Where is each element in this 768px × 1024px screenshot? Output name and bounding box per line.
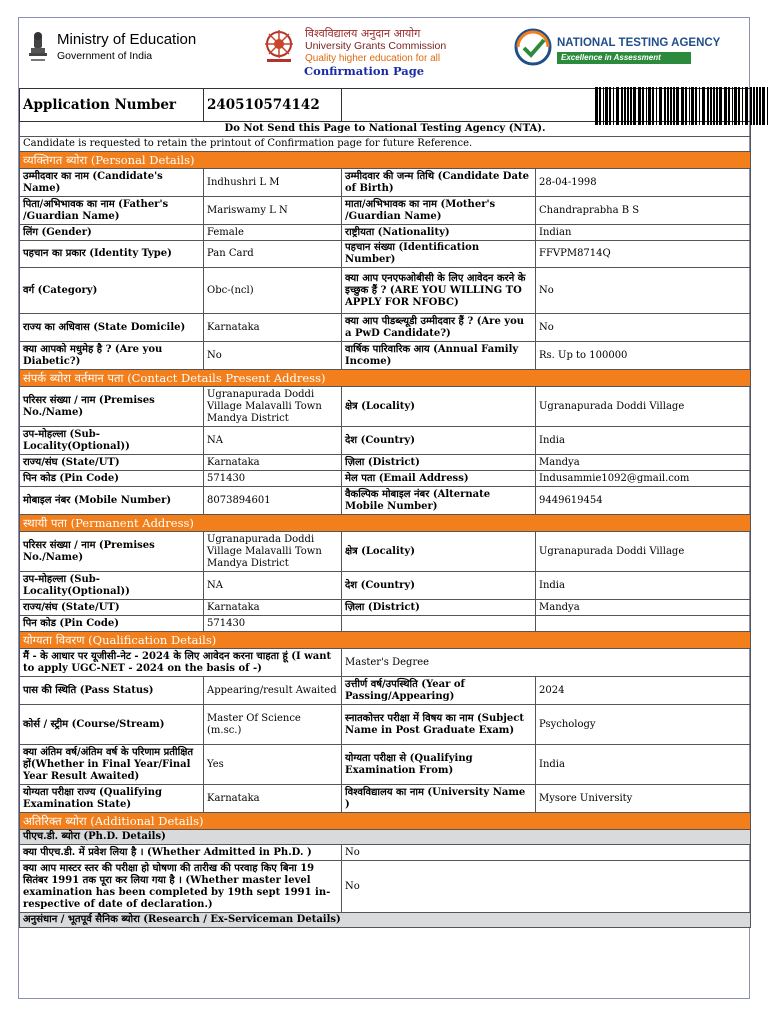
page-header xyxy=(19,18,749,88)
qualification-details-header xyxy=(20,632,751,649)
field-value: Yes xyxy=(204,745,342,785)
barcode-bar xyxy=(710,87,712,125)
confirmation-title: Confirmation Page xyxy=(304,64,425,78)
table-row xyxy=(20,225,751,241)
ugc-emblem-icon xyxy=(259,28,299,64)
barcode-bar xyxy=(670,87,672,125)
barcode-bar xyxy=(652,87,654,125)
barcode-bar xyxy=(646,87,647,125)
field-value: NA xyxy=(204,427,342,455)
barcode-bar xyxy=(681,87,684,125)
barcode-bar xyxy=(605,87,608,125)
field-label: उम्मीदवार की जन्म तिथि (Candidate Date of Birth) xyxy=(342,169,536,197)
phd-details-heading-text: पीएच.डी. ब्योरा (Ph.D. Details) xyxy=(20,830,751,845)
field-value: Mysore University xyxy=(536,785,751,813)
table-row xyxy=(20,471,751,487)
field-value: Ugranapurada Doddi Village xyxy=(536,532,751,572)
barcode-bar xyxy=(707,87,709,125)
field-value: No xyxy=(536,268,751,314)
table-row xyxy=(20,241,751,268)
field-label: उम्मीदवार का नाम (Candidate's Name) xyxy=(20,169,204,197)
confirmation-page xyxy=(18,17,750,999)
table-row xyxy=(20,268,751,314)
field-value: Karnataka xyxy=(204,785,342,813)
field-label: देश (Country) xyxy=(342,572,536,600)
field-value: India xyxy=(536,572,751,600)
nta-name: NATIONAL TESTING AGENCY xyxy=(557,37,721,49)
field-value: India xyxy=(536,745,751,785)
table-row xyxy=(20,387,751,427)
field-value: FFVPM8714Q xyxy=(536,241,751,268)
field-value: 571430 xyxy=(204,471,342,487)
barcode-bar xyxy=(719,87,722,125)
table-row xyxy=(20,845,751,861)
field-label: कोर्स / स्ट्रीम (Course/Stream) xyxy=(20,705,204,745)
field-label: लिंग (Gender) xyxy=(20,225,204,241)
field-label: क्या आप एनएफओबीसी के लिए आवेदन करने के इच्छुक हैं ? (ARE YOU WILLING TO APPLY FOR NFOBC) xyxy=(342,268,536,314)
field-value: 9449619454 xyxy=(536,487,751,515)
barcode-bar xyxy=(630,87,632,125)
field-value: 28-04-1998 xyxy=(536,169,751,197)
barcode-bar xyxy=(609,87,611,125)
field-label: उप-मोहल्ला (Sub-Locality(Optional)) xyxy=(20,572,204,600)
field-label: मेल पता (Email Address) xyxy=(342,471,536,487)
field-label: क्या अंतिम वर्ष/अंतिम वर्ष के परिणाम प्रतीक्षित हों(Whether in Final Year/Final Year Result Awaited) xyxy=(20,745,204,785)
field-label: वैकल्पिक मोबाइल नंबर (Alternate Mobile Number) xyxy=(342,487,536,515)
field-label: वार्षिक पारिवारिक आय (Annual Family Income) xyxy=(342,342,536,370)
notice-row xyxy=(20,137,751,152)
permanent-address-header xyxy=(20,515,751,532)
table-row xyxy=(20,745,751,785)
master-exam-value: No xyxy=(342,861,751,913)
qualification-basis-value: Master's Degree xyxy=(342,649,751,677)
field-label: क्षेत्र (Locality) xyxy=(342,532,536,572)
field-value: No xyxy=(536,314,751,342)
barcode-bar xyxy=(685,87,687,125)
field-label: पहचान का प्रकार (Identity Type) xyxy=(20,241,204,268)
field-value xyxy=(536,616,751,632)
field-value: Female xyxy=(204,225,342,241)
field-label: राज्य/संघ (State/UT) xyxy=(20,455,204,471)
barcode-bar xyxy=(673,87,675,125)
ugc-hindi-name: विश्वविद्यालय अनुदान आयोग xyxy=(305,27,421,40)
field-label: राष्ट्रीयता (Nationality) xyxy=(342,225,536,241)
barcode xyxy=(342,89,751,122)
details-table xyxy=(19,88,751,928)
ugc-tagline: Quality higher education for all xyxy=(305,53,441,64)
field-value: Chandraprabha B S xyxy=(536,197,751,225)
field-label: क्या आपको मधुमेह है ? (Are you Diabetic?) xyxy=(20,342,204,370)
contact-details-header xyxy=(20,370,751,387)
barcode-bar xyxy=(616,87,619,125)
table-row xyxy=(20,705,751,745)
barcode-bar xyxy=(734,87,737,125)
retain-notice: Candidate is requested to retain the printout of Confirmation page for future Reference. xyxy=(20,137,751,152)
barcode-bar xyxy=(638,87,641,125)
do-not-send-notice: Do Not Send this Page to National Testing Agency (NTA). xyxy=(20,122,751,137)
field-value: Master Of Science (m.sc.) xyxy=(204,705,342,745)
barcode-bar xyxy=(745,87,748,125)
barcode-bar xyxy=(621,87,623,125)
barcode-bar xyxy=(756,87,758,125)
field-label: राज्य का अधिवास (State Domicile) xyxy=(20,314,204,342)
barcode-bar xyxy=(695,87,697,125)
personal-details-header-title: व्यक्तिगत ब्योरा (Personal Details) xyxy=(20,152,751,169)
barcode-bar xyxy=(699,87,700,125)
table-row xyxy=(20,572,751,600)
table-row xyxy=(20,785,751,813)
barcode-bar xyxy=(689,87,690,125)
barcode-bar xyxy=(667,87,669,125)
field-value: No xyxy=(204,342,342,370)
barcode-bar xyxy=(759,87,761,125)
field-label: उत्तीर्ण वर्ष/उपस्थिति (Year of Passing/Appearing) xyxy=(342,677,536,705)
field-value: 571430 xyxy=(204,616,342,632)
barcode-bar xyxy=(613,87,614,125)
table-row xyxy=(20,169,751,197)
barcode-bar xyxy=(603,87,604,125)
nta-tagline: Excellence in Assessment xyxy=(557,52,691,64)
barcode-bar xyxy=(750,87,752,125)
application-number-value: 240510574142 xyxy=(204,89,342,122)
research-details-heading-text: अनुसंधान / भूतपूर्व सैनिक ब्योरा (Research / Ex-Serviceman Details) xyxy=(20,913,751,928)
barcode-icon xyxy=(595,87,768,125)
field-label: देश (Country) xyxy=(342,427,536,455)
field-value: 8073894601 xyxy=(204,487,342,515)
field-label: उप-मोहल्ला (Sub-Locality(Optional)) xyxy=(20,427,204,455)
national-emblem-icon xyxy=(25,30,51,66)
permanent-address-header-title: स्थायी पता (Permanent Address) xyxy=(20,515,751,532)
field-label: योग्यता परीक्षा राज्य (Qualifying Examination State) xyxy=(20,785,204,813)
field-label: परिसर संख्या / नाम (Premises No./Name) xyxy=(20,532,204,572)
phd-details-heading xyxy=(20,830,751,845)
field-label: क्षेत्र (Locality) xyxy=(342,387,536,427)
phd-admitted-value: No xyxy=(342,845,751,861)
field-value: Rs. Up to 100000 xyxy=(536,342,751,370)
barcode-bar xyxy=(656,87,657,125)
moe-title: Ministry of Education xyxy=(57,31,197,48)
nta-logo-block xyxy=(514,28,749,72)
field-label: विश्वविद्यालय का नाम (University Name ) xyxy=(342,785,536,813)
research-details-heading xyxy=(20,913,751,928)
table-row xyxy=(20,487,751,515)
ugc-name: University Grants Commission xyxy=(305,40,447,52)
table-row xyxy=(20,677,751,705)
barcode-bar xyxy=(728,87,730,125)
application-row xyxy=(20,89,751,122)
field-value: India xyxy=(536,427,751,455)
field-value: Indusammie1092@gmail.com xyxy=(536,471,751,487)
field-value: Appearing/result Awaited xyxy=(204,677,342,705)
qualification-details-header-title: योग्यता विवरण (Qualification Details) xyxy=(20,632,751,649)
field-value: Psychology xyxy=(536,705,751,745)
field-label: पिन कोड (Pin Code) xyxy=(20,471,204,487)
barcode-bar xyxy=(724,87,727,125)
barcode-bar xyxy=(599,87,601,125)
table-row xyxy=(20,616,751,632)
field-value: Ugranapurada Doddi Village Malavalli Town Mandya District xyxy=(204,532,342,572)
personal-details-header xyxy=(20,152,751,169)
field-value: Karnataka xyxy=(204,600,342,616)
barcode-bar xyxy=(738,87,740,125)
moe-logo-block xyxy=(25,28,225,68)
additional-details-header-title: अतिरिक्त ब्योरा (Additional Details) xyxy=(20,813,751,830)
barcode-bar xyxy=(627,87,629,125)
field-label: राज्य/संघ (State/UT) xyxy=(20,600,204,616)
field-label: परिसर संख्या / नाम (Premises No./Name) xyxy=(20,387,204,427)
field-label: पास की स्थिति (Pass Status) xyxy=(20,677,204,705)
table-row xyxy=(20,455,751,471)
nta-checkmark-icon xyxy=(514,28,552,66)
field-label: वर्ग (Category) xyxy=(20,268,204,314)
table-row xyxy=(20,427,751,455)
barcode-bar xyxy=(642,87,644,125)
barcode-bar xyxy=(716,87,718,125)
contact-details-header-title: संपर्क ब्योरा वर्तमान पता (Contact Details Present Address) xyxy=(20,370,751,387)
table-row xyxy=(20,600,751,616)
barcode-bar xyxy=(742,87,743,125)
field-label: ज़िला (District) xyxy=(342,600,536,616)
field-value: 2024 xyxy=(536,677,751,705)
field-label xyxy=(342,616,536,632)
table-row xyxy=(20,861,751,913)
barcode-bar xyxy=(624,87,626,125)
table-row xyxy=(20,649,751,677)
application-number-label: Application Number xyxy=(20,89,204,122)
field-label: क्या आप पीडब्ल्यूडी उम्मीदवार हैं ? (Are you a PwD Candidate?) xyxy=(342,314,536,342)
field-value: Mandya xyxy=(536,600,751,616)
field-value: NA xyxy=(204,572,342,600)
barcode-bar xyxy=(713,87,715,125)
barcode-bar xyxy=(633,87,636,125)
field-value: Ugranapurada Doddi Village Malavalli Town Mandya District xyxy=(204,387,342,427)
field-label: पिन कोड (Pin Code) xyxy=(20,616,204,632)
barcode-bar xyxy=(762,87,765,125)
table-row xyxy=(20,314,751,342)
barcode-bar xyxy=(732,87,733,125)
moe-subtitle: Government of India xyxy=(57,50,153,62)
field-label: ज़िला (District) xyxy=(342,455,536,471)
additional-details-header xyxy=(20,813,751,830)
field-label: स्नातकोत्तर परीक्षा में विषय का नाम (Subject Name in Post Graduate Exam) xyxy=(342,705,536,745)
field-label: मोबाइल नंबर (Mobile Number) xyxy=(20,487,204,515)
table-row xyxy=(20,197,751,225)
barcode-bar xyxy=(676,87,679,125)
barcode-bar xyxy=(702,87,705,125)
field-value: Pan Card xyxy=(204,241,342,268)
barcode-bar xyxy=(691,87,694,125)
field-label: योग्यता परीक्षा से (Qualifying Examination From) xyxy=(342,745,536,785)
field-value: Indhushri L M xyxy=(204,169,342,197)
qualification-basis-label: मैं - के आधार पर यूजीसी-नेट - 2024 के लिए आवेदन करना चाहता हूं (I want to apply UGC-NET - 2024 on the basis of -) xyxy=(20,649,342,677)
field-value: Ugranapurada Doddi Village xyxy=(536,387,751,427)
field-value: Karnataka xyxy=(204,314,342,342)
field-value: Mandya xyxy=(536,455,751,471)
field-value: Karnataka xyxy=(204,455,342,471)
barcode-bar xyxy=(659,87,662,125)
master-exam-label: क्या आप मास्टर स्तर की परीक्षा हो घोषणा की तारीख की परवाह किए बिना 19 सितंबर 1991 तक पूरा कर लिया गया है । (Whether master level examination has been completed by 19th sept 1991 in-respective of date of declaration.) xyxy=(20,861,342,913)
barcode-bar xyxy=(664,87,666,125)
barcode-bar xyxy=(648,87,651,125)
table-row xyxy=(20,342,751,370)
field-label: माता/अभिभावक का नाम (Mother's /Guardian Name) xyxy=(342,197,536,225)
field-value: Mariswamy L N xyxy=(204,197,342,225)
field-value: Obc-(ncl) xyxy=(204,268,342,314)
table-row xyxy=(20,532,751,572)
phd-admitted-label: क्या पीएच.डी. में प्रवेश लिया है । (Whether Admitted in Ph.D. ) xyxy=(20,845,342,861)
barcode-bar xyxy=(595,87,598,125)
barcode-bar xyxy=(753,87,755,125)
field-label: पिता/अभिभावक का नाम (Father's /Guardian Name) xyxy=(20,197,204,225)
field-label: पहचान संख्या (Identification Number) xyxy=(342,241,536,268)
field-value: Indian xyxy=(536,225,751,241)
